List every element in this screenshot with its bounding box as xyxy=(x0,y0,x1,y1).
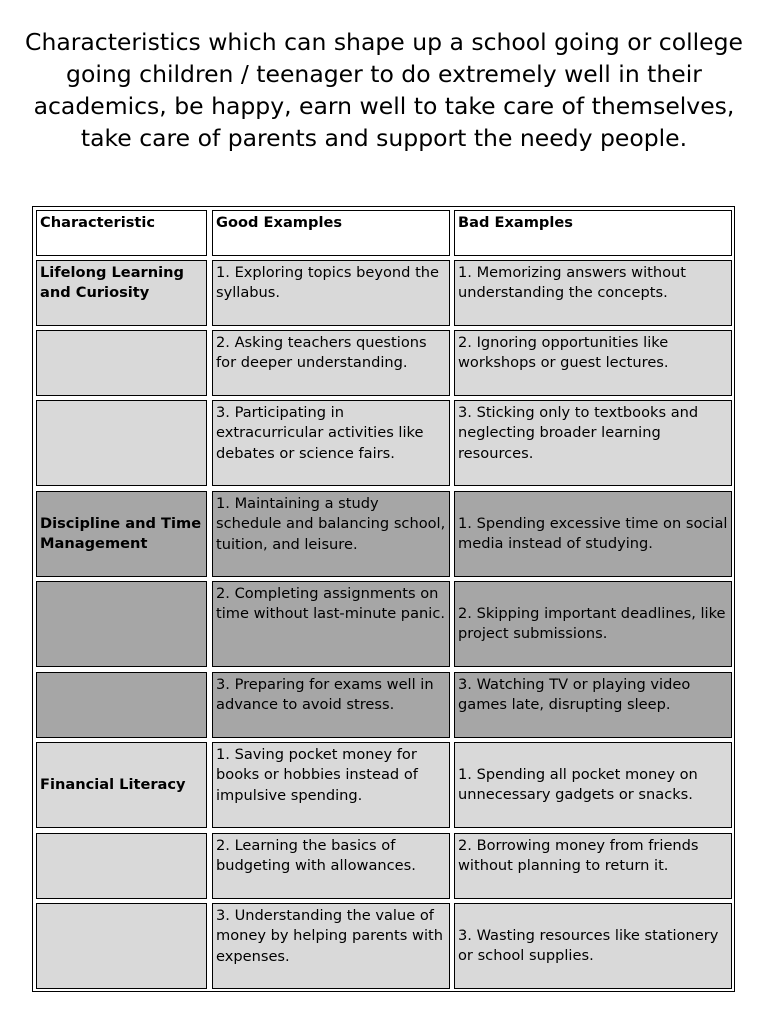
table-row-7-bad xyxy=(454,742,732,828)
table-row-9-characteristic xyxy=(36,903,207,989)
table-row-1-characteristic: Lifelong Learning and Curiosity xyxy=(36,260,207,326)
table-row-5-bad xyxy=(454,581,732,667)
table-row-2-characteristic xyxy=(36,330,207,396)
table-row-8-characteristic xyxy=(36,833,207,899)
table-row-7-bad-text: 1. Spending all pocket money on unnecessary gadgets or snacks. xyxy=(458,765,698,803)
table-row-4-bad xyxy=(454,491,732,577)
table-row-1-good: 1. Exploring topics beyond the syllabus. xyxy=(212,260,450,326)
table-row-9-good: 3. Understanding the value of money by helping parents with expenses. xyxy=(212,903,450,989)
table-row-8-bad: 2. Borrowing money from friends without planning to return it. xyxy=(454,833,732,899)
table-row-4-characteristic-text: Discipline and Time Management xyxy=(40,514,202,552)
table-row-6-characteristic xyxy=(36,672,207,738)
table-row-7-characteristic-text: Financial Literacy xyxy=(40,775,186,793)
header-bad-examples: Bad Examples xyxy=(454,210,732,256)
table-row-3-bad: 3. Sticking only to textbooks and neglecting broader learning resources. xyxy=(454,400,732,486)
header-characteristic: Characteristic xyxy=(36,210,207,256)
page-title: Characteristics which can shape up a school going or college going children / teenager to do extremely well in their academics, be happy, earn well to take care of themselves, take care of parents and support the needy people. xyxy=(25,28,743,152)
table-row-2-good: 2. Asking teachers questions for deeper understanding. xyxy=(212,330,450,396)
table-row-9-bad-text: 3. Wasting resources like stationery or school supplies. xyxy=(458,926,719,964)
table-row-2-bad: 2. Ignoring opportunities like workshops or guest lectures. xyxy=(454,330,732,396)
table-row-8-good: 2. Learning the basics of budgeting with allowances. xyxy=(212,833,450,899)
table-row-4-bad-text: 1. Spending excessive time on social media instead of studying. xyxy=(458,514,728,552)
header-good-examples: Good Examples xyxy=(212,210,450,256)
table-row-4-good: 1. Maintaining a study schedule and balancing school, tuition, and leisure. xyxy=(212,491,450,577)
table-row-5-bad-text: 2. Skipping important deadlines, like project submissions. xyxy=(458,604,726,642)
table-row-4-characteristic xyxy=(36,491,207,577)
table-row-5-characteristic xyxy=(36,581,207,667)
table-row-9-bad xyxy=(454,903,732,989)
table-row-6-bad: 3. Watching TV or playing video games late, disrupting sleep. xyxy=(454,672,732,738)
table-row-7-good: 1. Saving pocket money for books or hobbies instead of impulsive spending. xyxy=(212,742,450,828)
table-row-5-good: 2. Completing assignments on time without last-minute panic. xyxy=(212,581,450,667)
table-row-1-bad: 1. Memorizing answers without understanding the concepts. xyxy=(454,260,732,326)
table-row-7-characteristic xyxy=(36,742,207,828)
table-row-3-characteristic xyxy=(36,400,207,486)
table-row-6-good: 3. Preparing for exams well in advance to avoid stress. xyxy=(212,672,450,738)
table-row-3-good: 3. Participating in extracurricular activities like debates or science fairs. xyxy=(212,400,450,486)
